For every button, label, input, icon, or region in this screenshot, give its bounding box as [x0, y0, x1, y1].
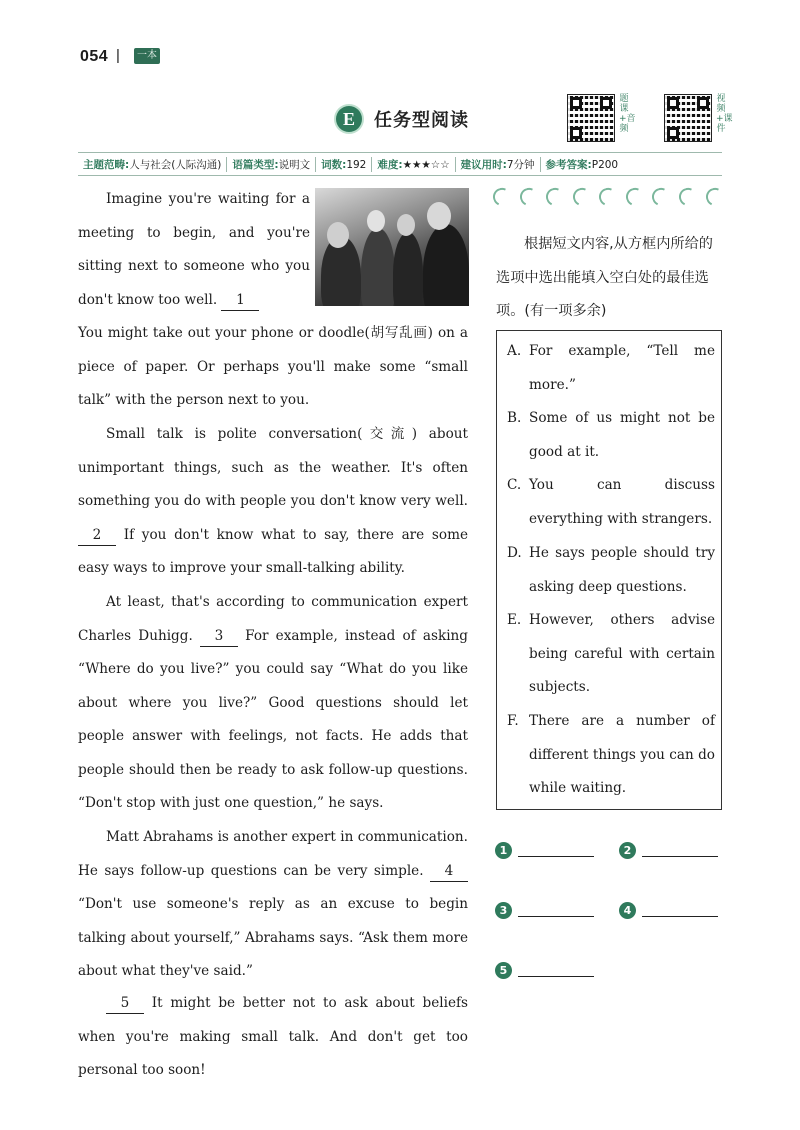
- info-bar: [78, 152, 722, 176]
- page-number: 054: [80, 48, 109, 65]
- passage-p1-start: Imagine you're waiting for a meeting to begin, and you're sitting next to someone who you don't know too well. 1: [78, 183, 310, 317]
- blank-5: 5: [106, 993, 144, 1014]
- section-title: 任务型阅读: [374, 110, 469, 131]
- info-word-count: 词数:192: [316, 157, 372, 172]
- passage-p2: Small talk is polite conversation(交流) about unimportant things, such as the weather. It's often something you do with people you don't know very well. 2 If you don't know what to say, there are some easy ways to improve your small-talking ability.: [78, 426, 468, 576]
- info-genre: 语篇类型:说明文: [227, 157, 316, 172]
- info-answer-ref: 参考答案:P200: [545, 158, 619, 171]
- qr-code-audio[interactable]: [567, 94, 615, 142]
- passage-p4: Matt Abrahams is another expert in communication. He says follow-up questions can be very simple. 4 “Don't use someone's reply as an excuse to begin talking about yourself,” Abrahams says. “Ask them more about what they've said.”: [78, 829, 468, 979]
- answer-slot-5[interactable]: 5: [495, 962, 594, 979]
- option-a: A. For example, “Tell me more.”: [507, 343, 715, 393]
- passage-p3: At least, that's according to communication expert Charles Duhigg. 3 For example, instead of asking “Where do you live?” you could say “What do you like about where you live?” Good questions should let people answer with feelings, not facts. He adds that people should then be ready to ask follow-up questions. “Don't stop with just one question,” he says.: [78, 594, 468, 811]
- section-heading: [336, 104, 469, 134]
- answer-slot-4[interactable]: 4: [619, 902, 718, 919]
- blank-3: 3: [200, 626, 238, 647]
- answer-slot-2[interactable]: 2: [619, 842, 718, 859]
- people-talking-photo: [315, 188, 469, 306]
- task-instruction: 根据短文内容,从方框内所给的选项中选出能填入空白处的最佳选项。(有一项多余): [496, 236, 713, 319]
- option-f: F. There are a number of different things you can do while waiting.: [507, 713, 715, 796]
- options-box: [496, 330, 722, 810]
- answer-slot-3[interactable]: 3: [495, 902, 594, 919]
- blank-4: 4: [430, 861, 468, 882]
- qr-code-video[interactable]: [664, 94, 712, 142]
- decorative-ornament: [493, 188, 723, 210]
- blank-1: 1: [221, 290, 259, 311]
- info-time: 建议用时:7分钟: [456, 157, 541, 172]
- option-e: E. However, others advise being careful with certain subjects.: [507, 612, 715, 695]
- qr-label-audio: 题课+音频: [619, 94, 636, 134]
- info-difficulty: 难度:★★★☆☆: [372, 157, 455, 172]
- option-c: C. You can discuss everything with strangers.: [507, 477, 715, 527]
- info-topic: 主题范畴:人与社会(人际沟通): [78, 157, 227, 172]
- option-d: D. He says people should try asking deep questions.: [507, 545, 715, 595]
- blank-2: 2: [78, 525, 116, 546]
- page-separator: |: [116, 47, 120, 64]
- passage-p1-end: You might take out your phone or doodle(胡写乱画) on a piece of paper. Or perhaps you'll make some “small talk” with the person next to you.: [78, 325, 468, 408]
- book-tag: 一本: [134, 48, 160, 64]
- option-b: B. Some of us might not be good at it.: [507, 410, 715, 460]
- passage-p5: 5 It might be better not to ask about beliefs when you're making small talk. And don't get too personal too soon!: [78, 995, 468, 1078]
- answer-slot-1[interactable]: 1: [495, 842, 594, 859]
- qr-label-video: 视频+课件: [716, 94, 733, 134]
- section-letter-badge: E: [336, 106, 362, 132]
